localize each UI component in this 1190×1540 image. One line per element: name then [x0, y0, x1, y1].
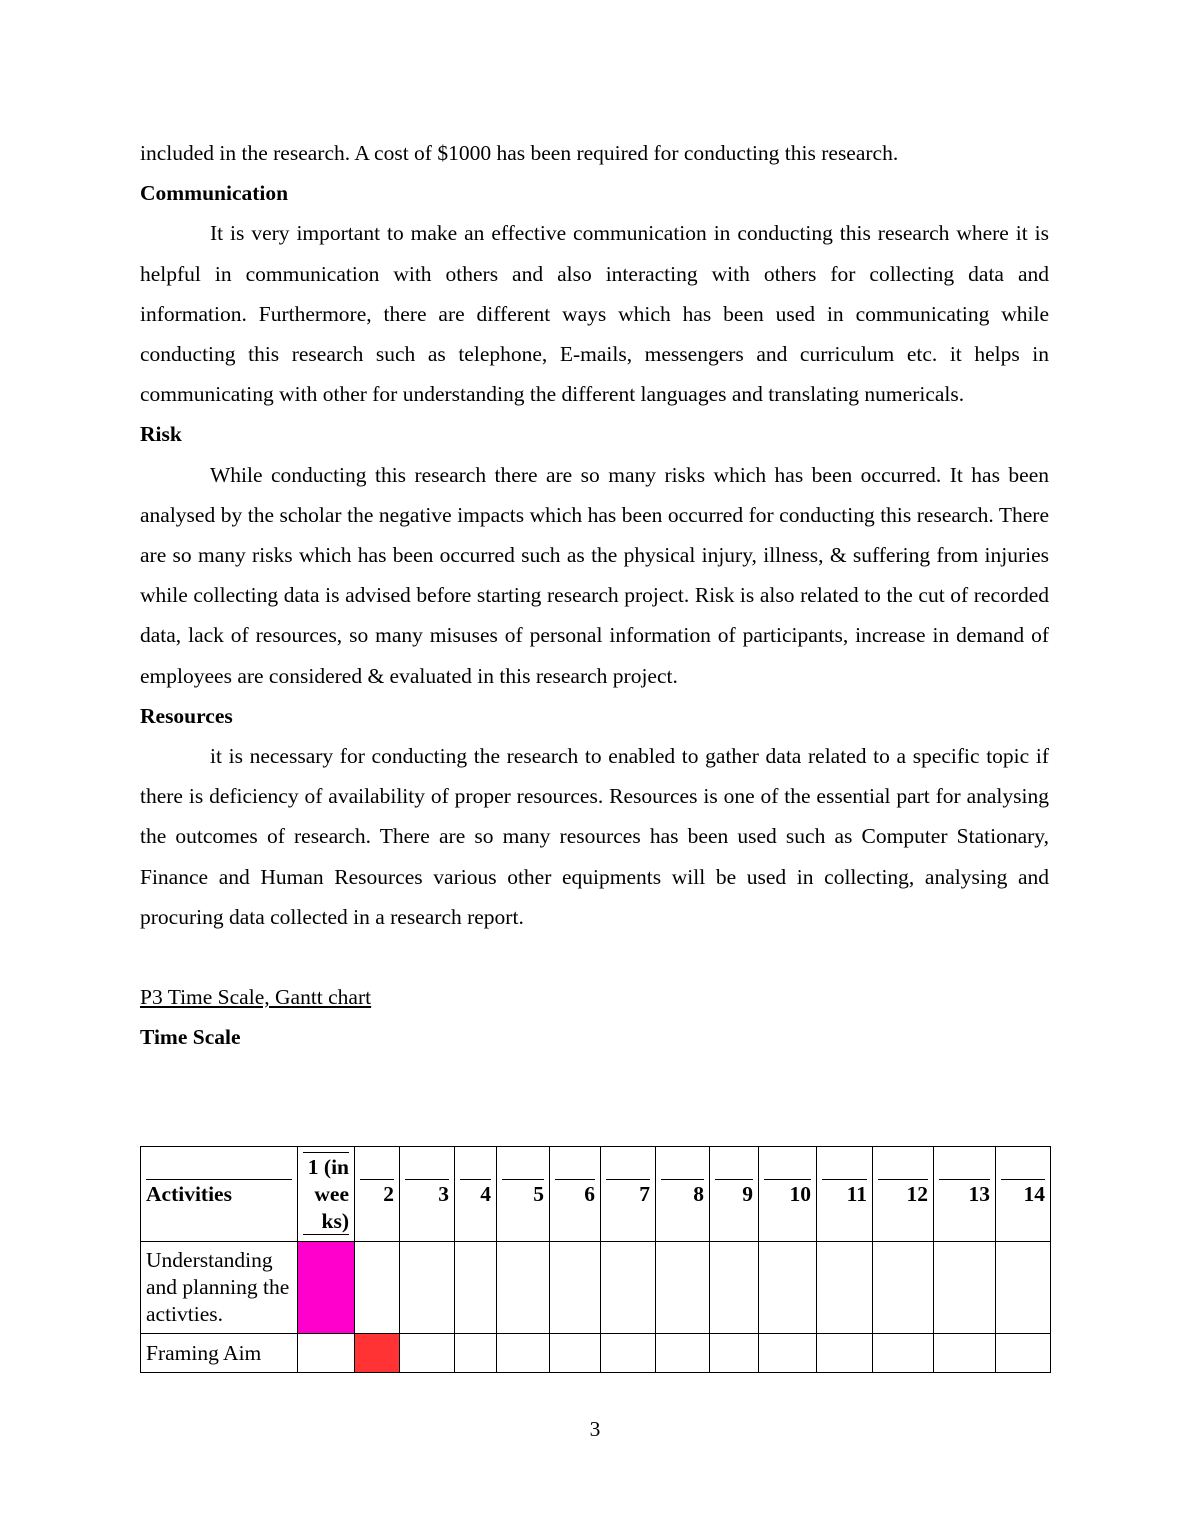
gantt-empty-cell: [497, 1242, 550, 1334]
header-week-11: 11: [817, 1147, 873, 1242]
communication-heading: Communication: [140, 181, 289, 206]
header-week-14: 14: [996, 1147, 1051, 1242]
gantt-empty-cell: [355, 1242, 400, 1334]
gantt-empty-cell: [656, 1334, 710, 1373]
gantt-empty-cell: [996, 1242, 1051, 1334]
gantt-empty-cell: [817, 1242, 873, 1334]
gantt-empty-cell: [817, 1334, 873, 1373]
page-number: 3: [589, 1417, 601, 1441]
header-week-13: 13: [934, 1147, 996, 1242]
gantt-empty-cell: [455, 1334, 497, 1373]
gantt-empty-cell: [934, 1334, 996, 1373]
communication-paragraph: It is very important to make an effective communication in conducting this research where it is helpful in communication with others and also interacting with others for collecting data and information. Furthermore, there are different ways which has been used in communicating while conducting this research such as telephone, E-mails, messengers and curriculum etc. it helps in communicating with other for understanding the different languages and translating numericals.: [140, 221, 1049, 407]
header-week-12: 12: [873, 1147, 934, 1242]
header-week-6: 6: [550, 1147, 601, 1242]
time-scale-heading: Time Scale: [140, 1025, 241, 1050]
gantt-empty-cell: [455, 1242, 497, 1334]
risk-paragraph: While conducting this research there are so many risks which has been occurred. It has been analysed by the scholar the negative impacts which has been occurred for conducting this research. There are so many risks which has been occurred such as the physical injury, illness, & suffering from injuries while collecting data is advised before starting research project. Risk is also related to the cut of recorded data, lack of resources, so many misuses of personal information of participants, increase in demand of employees are considered & evaluated in this research project.: [140, 462, 1049, 688]
intro-paragraph: included in the research. A cost of $1000 has been required for conducting this research.: [140, 141, 899, 165]
header-week-9: 9: [710, 1147, 759, 1242]
gantt-empty-cell: [298, 1334, 355, 1373]
header-week-3: 3: [400, 1147, 455, 1242]
gantt-empty-cell: [550, 1334, 601, 1373]
gantt-row: [141, 1334, 1051, 1373]
document-body: [140, 133, 1049, 1057]
resources-heading: Resources: [140, 703, 233, 728]
gantt-empty-cell: [710, 1334, 759, 1373]
activity-label: Understanding and planning the activties.: [141, 1242, 298, 1334]
resources-paragraph: it is necessary for conducting the research to enabled to gather data related to a specific topic if there is deficiency of availability of proper resources. Resources is one of the essential part for analysing the outcomes of research. There are so many resources has been used such as Computer Stationary, Finance and Human Resources various other equipments will be used in collecting, analysing and procuring data collected in a research report.: [140, 744, 1049, 929]
gantt-empty-cell: [873, 1242, 934, 1334]
gantt-header-row: [141, 1147, 1051, 1242]
gantt-empty-cell: [710, 1242, 759, 1334]
header-week-8: 8: [656, 1147, 710, 1242]
p3-gantt-heading: P3 Time Scale, Gantt chart: [140, 985, 372, 1010]
gantt-empty-cell: [601, 1242, 656, 1334]
header-week-10: 10: [759, 1147, 817, 1242]
gantt-empty-cell: [873, 1334, 934, 1373]
gantt-empty-cell: [550, 1242, 601, 1334]
gantt-bar-cell: [298, 1242, 355, 1334]
header-week-5: 5: [497, 1147, 550, 1242]
gantt-empty-cell: [400, 1242, 455, 1334]
gantt-table: [140, 1146, 1051, 1373]
header-week-1: 1 (in wee ks): [298, 1147, 355, 1242]
activity-label: Framing Aim: [141, 1334, 298, 1373]
gantt-empty-cell: [497, 1334, 550, 1373]
gantt-bar-cell: [355, 1334, 400, 1373]
gantt-empty-cell: [601, 1334, 656, 1373]
header-week-7: 7: [601, 1147, 656, 1242]
header-week-2: 2: [355, 1147, 400, 1242]
header-week-4: 4: [455, 1147, 497, 1242]
gantt-empty-cell: [934, 1242, 996, 1334]
gantt-empty-cell: [400, 1334, 455, 1373]
gantt-empty-cell: [656, 1242, 710, 1334]
gantt-empty-cell: [996, 1334, 1051, 1373]
gantt-empty-cell: [759, 1242, 817, 1334]
risk-heading: Risk: [140, 422, 182, 447]
gantt-row: [141, 1242, 1051, 1334]
gantt-empty-cell: [759, 1334, 817, 1373]
header-activities: Activities: [141, 1147, 298, 1242]
